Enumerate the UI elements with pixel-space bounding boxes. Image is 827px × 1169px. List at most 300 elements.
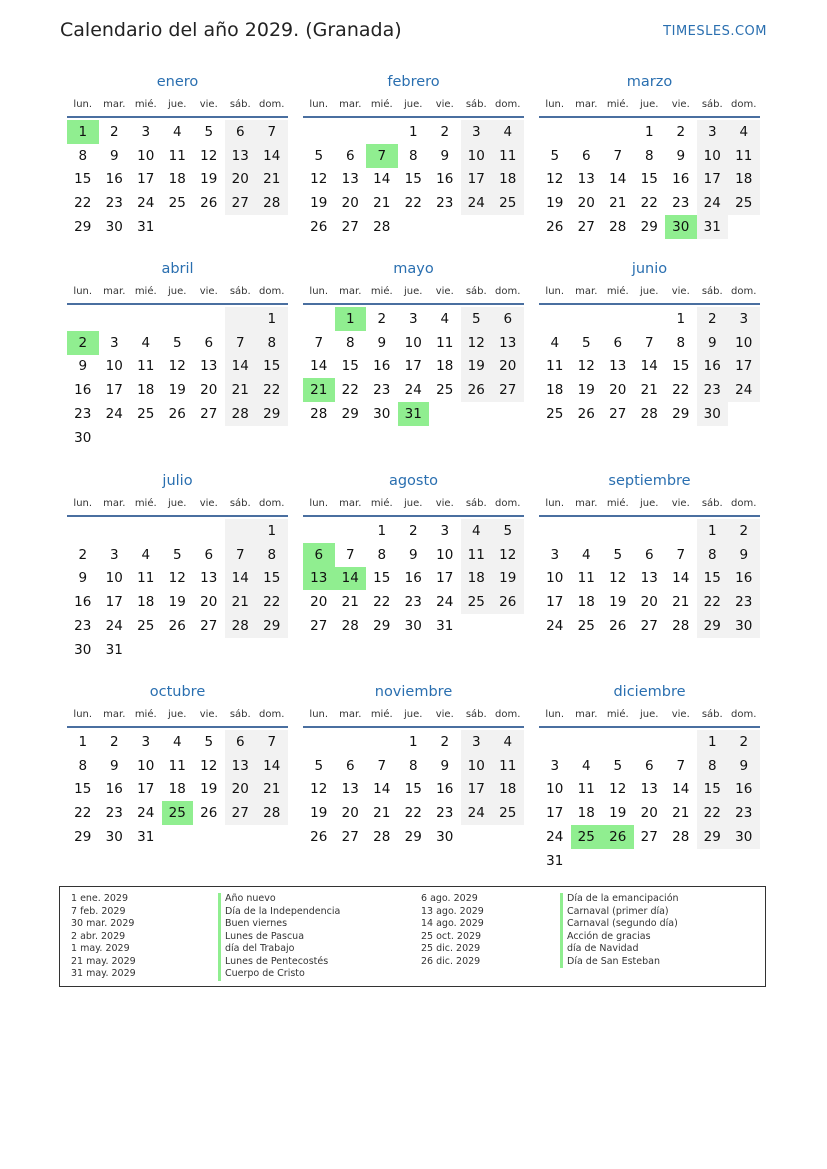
day-cell[interactable]: 21 xyxy=(672,805,690,822)
day-cell[interactable]: 2 xyxy=(728,519,760,543)
day-cell[interactable]: 5 xyxy=(613,546,623,563)
day-cell[interactable]: 10 xyxy=(436,546,454,563)
day-cell[interactable]: 2 xyxy=(408,522,418,539)
day-cell[interactable]: 30 xyxy=(105,829,123,846)
day-cell[interactable]: 11 xyxy=(728,144,760,168)
day-cell[interactable]: 16 xyxy=(728,567,760,591)
day-cell[interactable]: 16 xyxy=(74,594,92,611)
day-cell[interactable]: 8 xyxy=(408,757,418,774)
day-cell[interactable]: 11 xyxy=(577,570,595,587)
day-cell[interactable]: 4 xyxy=(550,334,560,351)
day-cell[interactable]: 27 xyxy=(609,406,627,423)
day-cell[interactable]: 24 xyxy=(546,618,564,635)
day-cell[interactable]: 26 xyxy=(577,406,595,423)
day-cell[interactable]: 9 xyxy=(728,754,760,778)
day-cell[interactable]: 20 xyxy=(200,382,218,399)
day-cell[interactable]: 4 xyxy=(581,546,591,563)
day-cell[interactable]: 25 xyxy=(461,590,493,614)
day-cell[interactable]: 25 xyxy=(492,801,524,825)
day-cell[interactable]: 1 xyxy=(408,733,418,750)
day-cell[interactable]: 12 xyxy=(310,171,328,188)
day-cell[interactable]: 2 xyxy=(728,730,760,754)
day-cell[interactable]: 7 xyxy=(256,120,288,144)
day-cell[interactable]: 21 xyxy=(373,805,391,822)
day-cell[interactable]: 22 xyxy=(404,195,422,212)
day-cell[interactable]: 12 xyxy=(609,570,627,587)
day-cell[interactable]: 8 xyxy=(676,334,686,351)
day-cell[interactable]: 18 xyxy=(436,358,454,375)
day-cell[interactable]: 27 xyxy=(225,801,257,825)
day-cell[interactable]: 24 xyxy=(728,378,760,402)
day-cell[interactable]: 29 xyxy=(672,406,690,423)
day-cell[interactable]: 24 xyxy=(461,191,493,215)
day-cell[interactable]: 29 xyxy=(256,614,288,638)
day-cell[interactable]: 17 xyxy=(546,594,564,611)
day-cell[interactable]: 23 xyxy=(436,805,454,822)
day-cell[interactable]: 10 xyxy=(461,144,493,168)
day-cell[interactable]: 26 xyxy=(546,219,564,236)
day-cell[interactable]: 9 xyxy=(109,757,119,774)
day-cell[interactable]: 12 xyxy=(577,358,595,375)
day-cell[interactable]: 25 xyxy=(492,191,524,215)
day-cell[interactable]: 22 xyxy=(256,378,288,402)
day-cell[interactable]: 26 xyxy=(168,618,186,635)
day-cell[interactable]: 17 xyxy=(137,171,155,188)
day-cell[interactable]: 7 xyxy=(314,334,324,351)
day-cell[interactable]: 3 xyxy=(461,120,493,144)
day-cell[interactable]: 27 xyxy=(577,219,595,236)
day-cell[interactable]: 3 xyxy=(408,310,418,327)
day-cell[interactable]: 9 xyxy=(440,147,450,164)
day-cell[interactable]: 17 xyxy=(461,168,493,192)
day-cell[interactable]: 6 xyxy=(613,334,623,351)
day-cell[interactable]: 25 xyxy=(168,195,186,212)
day-cell[interactable]: 28 xyxy=(640,406,658,423)
day-cell[interactable]: 20 xyxy=(609,382,627,399)
day-cell[interactable]: 4 xyxy=(440,310,450,327)
day-cell[interactable]: 8 xyxy=(377,546,387,563)
day-cell[interactable]: 27 xyxy=(640,618,658,635)
day-cell[interactable]: 19 xyxy=(492,567,524,591)
day-cell[interactable]: 28 xyxy=(225,402,257,426)
day-cell[interactable]: 3 xyxy=(440,522,450,539)
day-cell[interactable]: 4 xyxy=(172,733,182,750)
day-cell[interactable]: 20 xyxy=(640,594,658,611)
day-cell[interactable]: 16 xyxy=(672,171,690,188)
day-cell[interactable]: 6 xyxy=(581,147,591,164)
day-cell[interactable]: 19 xyxy=(200,171,218,188)
day-cell[interactable]: 18 xyxy=(168,781,186,798)
day-cell[interactable]: 15 xyxy=(256,567,288,591)
holiday-day-cell[interactable]: 6 xyxy=(303,543,335,567)
day-cell[interactable]: 13 xyxy=(640,781,658,798)
day-cell[interactable]: 10 xyxy=(697,144,729,168)
day-cell[interactable]: 1 xyxy=(697,519,729,543)
day-cell[interactable]: 23 xyxy=(728,590,760,614)
day-cell[interactable]: 12 xyxy=(609,781,627,798)
day-cell[interactable]: 14 xyxy=(225,567,257,591)
day-cell[interactable]: 25 xyxy=(577,618,595,635)
day-cell[interactable]: 6 xyxy=(644,757,654,774)
day-cell[interactable]: 28 xyxy=(256,801,288,825)
day-cell[interactable]: 2 xyxy=(78,546,88,563)
day-cell[interactable]: 8 xyxy=(697,543,729,567)
day-cell[interactable]: 11 xyxy=(461,543,493,567)
day-cell[interactable]: 3 xyxy=(728,307,760,331)
day-cell[interactable]: 30 xyxy=(728,825,760,849)
day-cell[interactable]: 31 xyxy=(546,852,564,869)
day-cell[interactable]: 12 xyxy=(310,781,328,798)
day-cell[interactable]: 5 xyxy=(550,147,560,164)
day-cell[interactable]: 24 xyxy=(105,618,123,635)
day-cell[interactable]: 18 xyxy=(492,778,524,802)
day-cell[interactable]: 21 xyxy=(640,382,658,399)
day-cell[interactable]: 10 xyxy=(461,754,493,778)
day-cell[interactable]: 27 xyxy=(225,191,257,215)
day-cell[interactable]: 15 xyxy=(404,781,422,798)
day-cell[interactable]: 11 xyxy=(436,334,454,351)
day-cell[interactable]: 31 xyxy=(697,215,729,239)
day-cell[interactable]: 27 xyxy=(310,618,328,635)
day-cell[interactable]: 18 xyxy=(461,567,493,591)
day-cell[interactable]: 26 xyxy=(609,618,627,635)
day-cell[interactable]: 17 xyxy=(137,781,155,798)
day-cell[interactable]: 30 xyxy=(404,618,422,635)
day-cell[interactable]: 30 xyxy=(728,614,760,638)
day-cell[interactable]: 6 xyxy=(492,307,524,331)
day-cell[interactable]: 5 xyxy=(172,546,182,563)
day-cell[interactable]: 2 xyxy=(377,310,387,327)
holiday-day-cell[interactable]: 25 xyxy=(571,825,603,849)
day-cell[interactable]: 28 xyxy=(341,618,359,635)
day-cell[interactable]: 1 xyxy=(644,123,654,140)
day-cell[interactable]: 26 xyxy=(168,406,186,423)
day-cell[interactable]: 15 xyxy=(341,358,359,375)
day-cell[interactable]: 15 xyxy=(74,171,92,188)
day-cell[interactable]: 5 xyxy=(581,334,591,351)
day-cell[interactable]: 29 xyxy=(404,829,422,846)
day-cell[interactable]: 21 xyxy=(225,378,257,402)
day-cell[interactable]: 23 xyxy=(436,195,454,212)
day-cell[interactable]: 9 xyxy=(109,147,119,164)
day-cell[interactable]: 17 xyxy=(728,355,760,379)
day-cell[interactable]: 13 xyxy=(200,358,218,375)
day-cell[interactable]: 9 xyxy=(676,147,686,164)
day-cell[interactable]: 20 xyxy=(341,195,359,212)
day-cell[interactable]: 8 xyxy=(78,147,88,164)
day-cell[interactable]: 31 xyxy=(137,219,155,236)
day-cell[interactable]: 10 xyxy=(105,358,123,375)
day-cell[interactable]: 30 xyxy=(105,219,123,236)
day-cell[interactable]: 22 xyxy=(256,590,288,614)
brand-logo-text[interactable]: TIMESLES.COM xyxy=(663,24,767,39)
day-cell[interactable]: 15 xyxy=(373,570,391,587)
day-cell[interactable]: 29 xyxy=(373,618,391,635)
day-cell[interactable]: 13 xyxy=(640,570,658,587)
day-cell[interactable]: 16 xyxy=(728,778,760,802)
day-cell[interactable]: 15 xyxy=(697,567,729,591)
day-cell[interactable]: 13 xyxy=(200,570,218,587)
day-cell[interactable]: 19 xyxy=(200,781,218,798)
day-cell[interactable]: 5 xyxy=(172,334,182,351)
day-cell[interactable]: 6 xyxy=(225,120,257,144)
day-cell[interactable]: 28 xyxy=(672,829,690,846)
day-cell[interactable]: 30 xyxy=(74,429,92,446)
day-cell[interactable]: 14 xyxy=(609,171,627,188)
day-cell[interactable]: 14 xyxy=(256,144,288,168)
day-cell[interactable]: 7 xyxy=(613,147,623,164)
day-cell[interactable]: 4 xyxy=(492,120,524,144)
day-cell[interactable]: 23 xyxy=(728,801,760,825)
day-cell[interactable]: 2 xyxy=(440,123,450,140)
day-cell[interactable]: 25 xyxy=(546,406,564,423)
day-cell[interactable]: 26 xyxy=(461,378,493,402)
day-cell[interactable]: 3 xyxy=(141,123,151,140)
day-cell[interactable]: 6 xyxy=(345,147,355,164)
day-cell[interactable]: 20 xyxy=(225,778,257,802)
day-cell[interactable]: 26 xyxy=(200,805,218,822)
day-cell[interactable]: 14 xyxy=(373,781,391,798)
day-cell[interactable]: 2 xyxy=(697,307,729,331)
day-cell[interactable]: 20 xyxy=(577,195,595,212)
day-cell[interactable]: 16 xyxy=(404,570,422,587)
day-cell[interactable]: 6 xyxy=(644,546,654,563)
day-cell[interactable]: 27 xyxy=(200,618,218,635)
day-cell[interactable]: 6 xyxy=(204,334,214,351)
day-cell[interactable]: 8 xyxy=(644,147,654,164)
day-cell[interactable]: 3 xyxy=(461,730,493,754)
day-cell[interactable]: 21 xyxy=(373,195,391,212)
day-cell[interactable]: 16 xyxy=(436,171,454,188)
day-cell[interactable]: 20 xyxy=(310,594,328,611)
day-cell[interactable]: 9 xyxy=(728,543,760,567)
day-cell[interactable]: 12 xyxy=(168,358,186,375)
day-cell[interactable]: 5 xyxy=(492,519,524,543)
day-cell[interactable]: 10 xyxy=(728,331,760,355)
day-cell[interactable]: 8 xyxy=(256,331,288,355)
day-cell[interactable]: 16 xyxy=(373,358,391,375)
day-cell[interactable]: 19 xyxy=(310,805,328,822)
day-cell[interactable]: 21 xyxy=(672,594,690,611)
day-cell[interactable]: 24 xyxy=(137,805,155,822)
day-cell[interactable]: 13 xyxy=(341,171,359,188)
day-cell[interactable]: 25 xyxy=(137,618,155,635)
day-cell[interactable]: 11 xyxy=(577,781,595,798)
day-cell[interactable]: 15 xyxy=(404,171,422,188)
day-cell[interactable]: 6 xyxy=(345,757,355,774)
day-cell[interactable]: 24 xyxy=(697,191,729,215)
day-cell[interactable]: 18 xyxy=(577,805,595,822)
day-cell[interactable]: 14 xyxy=(373,171,391,188)
day-cell[interactable]: 29 xyxy=(74,829,92,846)
day-cell[interactable]: 25 xyxy=(728,191,760,215)
day-cell[interactable]: 11 xyxy=(168,147,186,164)
day-cell[interactable]: 27 xyxy=(640,829,658,846)
day-cell[interactable]: 29 xyxy=(341,406,359,423)
day-cell[interactable]: 26 xyxy=(310,829,328,846)
day-cell[interactable]: 17 xyxy=(461,778,493,802)
day-cell[interactable]: 1 xyxy=(256,307,288,331)
day-cell[interactable]: 20 xyxy=(492,355,524,379)
day-cell[interactable]: 22 xyxy=(697,590,729,614)
day-cell[interactable]: 16 xyxy=(74,382,92,399)
day-cell[interactable]: 17 xyxy=(105,594,123,611)
day-cell[interactable]: 17 xyxy=(697,168,729,192)
day-cell[interactable]: 13 xyxy=(577,171,595,188)
day-cell[interactable]: 5 xyxy=(204,733,214,750)
day-cell[interactable]: 4 xyxy=(728,120,760,144)
day-cell[interactable]: 28 xyxy=(373,829,391,846)
day-cell[interactable]: 23 xyxy=(404,594,422,611)
day-cell[interactable]: 28 xyxy=(310,406,328,423)
day-cell[interactable]: 24 xyxy=(461,801,493,825)
day-cell[interactable]: 21 xyxy=(256,168,288,192)
day-cell[interactable]: 14 xyxy=(640,358,658,375)
day-cell[interactable]: 19 xyxy=(546,195,564,212)
day-cell[interactable]: 28 xyxy=(256,191,288,215)
holiday-day-cell[interactable]: 31 xyxy=(398,402,430,426)
day-cell[interactable]: 18 xyxy=(546,382,564,399)
day-cell[interactable]: 28 xyxy=(672,618,690,635)
day-cell[interactable]: 12 xyxy=(546,171,564,188)
day-cell[interactable]: 8 xyxy=(408,147,418,164)
day-cell[interactable]: 10 xyxy=(137,757,155,774)
day-cell[interactable]: 30 xyxy=(373,406,391,423)
day-cell[interactable]: 23 xyxy=(697,378,729,402)
day-cell[interactable]: 16 xyxy=(105,781,123,798)
day-cell[interactable]: 29 xyxy=(697,614,729,638)
holiday-day-cell[interactable]: 30 xyxy=(665,215,697,239)
holiday-day-cell[interactable]: 7 xyxy=(366,144,398,168)
day-cell[interactable]: 14 xyxy=(256,754,288,778)
day-cell[interactable]: 5 xyxy=(204,123,214,140)
day-cell[interactable]: 1 xyxy=(377,522,387,539)
day-cell[interactable]: 6 xyxy=(225,730,257,754)
holiday-day-cell[interactable]: 1 xyxy=(335,307,367,331)
day-cell[interactable]: 29 xyxy=(74,219,92,236)
day-cell[interactable]: 14 xyxy=(225,355,257,379)
day-cell[interactable]: 17 xyxy=(404,358,422,375)
day-cell[interactable]: 13 xyxy=(225,144,257,168)
day-cell[interactable]: 15 xyxy=(640,171,658,188)
day-cell[interactable]: 8 xyxy=(697,754,729,778)
day-cell[interactable]: 23 xyxy=(105,805,123,822)
day-cell[interactable]: 24 xyxy=(436,594,454,611)
day-cell[interactable]: 1 xyxy=(256,519,288,543)
day-cell[interactable]: 22 xyxy=(404,805,422,822)
day-cell[interactable]: 11 xyxy=(492,144,524,168)
day-cell[interactable]: 15 xyxy=(74,781,92,798)
day-cell[interactable]: 31 xyxy=(137,829,155,846)
day-cell[interactable]: 18 xyxy=(168,171,186,188)
day-cell[interactable]: 3 xyxy=(141,733,151,750)
day-cell[interactable]: 17 xyxy=(105,382,123,399)
day-cell[interactable]: 23 xyxy=(105,195,123,212)
day-cell[interactable]: 5 xyxy=(461,307,493,331)
day-cell[interactable]: 24 xyxy=(546,829,564,846)
day-cell[interactable]: 11 xyxy=(137,358,155,375)
day-cell[interactable]: 7 xyxy=(377,757,387,774)
day-cell[interactable]: 21 xyxy=(341,594,359,611)
day-cell[interactable]: 4 xyxy=(141,334,151,351)
day-cell[interactable]: 22 xyxy=(341,382,359,399)
day-cell[interactable]: 19 xyxy=(168,382,186,399)
day-cell[interactable]: 21 xyxy=(609,195,627,212)
day-cell[interactable]: 24 xyxy=(404,382,422,399)
day-cell[interactable]: 23 xyxy=(672,195,690,212)
day-cell[interactable]: 14 xyxy=(310,358,328,375)
day-cell[interactable]: 20 xyxy=(225,168,257,192)
day-cell[interactable]: 12 xyxy=(461,331,493,355)
holiday-day-cell[interactable]: 14 xyxy=(335,567,367,591)
day-cell[interactable]: 17 xyxy=(546,805,564,822)
day-cell[interactable]: 13 xyxy=(225,754,257,778)
day-cell[interactable]: 28 xyxy=(225,614,257,638)
day-cell[interactable]: 13 xyxy=(341,781,359,798)
day-cell[interactable]: 14 xyxy=(672,570,690,587)
holiday-day-cell[interactable]: 13 xyxy=(303,567,335,591)
day-cell[interactable]: 21 xyxy=(225,590,257,614)
day-cell[interactable]: 30 xyxy=(697,402,729,426)
day-cell[interactable]: 27 xyxy=(492,378,524,402)
day-cell[interactable]: 10 xyxy=(546,570,564,587)
day-cell[interactable]: 7 xyxy=(676,757,686,774)
day-cell[interactable]: 15 xyxy=(697,778,729,802)
day-cell[interactable]: 29 xyxy=(256,402,288,426)
day-cell[interactable]: 3 xyxy=(109,334,119,351)
day-cell[interactable]: 22 xyxy=(640,195,658,212)
day-cell[interactable]: 26 xyxy=(310,219,328,236)
day-cell[interactable]: 19 xyxy=(310,195,328,212)
day-cell[interactable]: 9 xyxy=(78,358,88,375)
day-cell[interactable]: 12 xyxy=(200,147,218,164)
day-cell[interactable]: 31 xyxy=(105,641,123,658)
day-cell[interactable]: 12 xyxy=(200,757,218,774)
day-cell[interactable]: 1 xyxy=(78,733,88,750)
day-cell[interactable]: 9 xyxy=(78,570,88,587)
day-cell[interactable]: 20 xyxy=(640,805,658,822)
day-cell[interactable]: 18 xyxy=(728,168,760,192)
day-cell[interactable]: 12 xyxy=(492,543,524,567)
day-cell[interactable]: 10 xyxy=(137,147,155,164)
day-cell[interactable]: 19 xyxy=(577,382,595,399)
day-cell[interactable]: 7 xyxy=(676,546,686,563)
holiday-day-cell[interactable]: 21 xyxy=(303,378,335,402)
day-cell[interactable]: 1 xyxy=(697,730,729,754)
day-cell[interactable]: 7 xyxy=(225,543,257,567)
day-cell[interactable]: 30 xyxy=(436,829,454,846)
day-cell[interactable]: 9 xyxy=(697,331,729,355)
day-cell[interactable]: 9 xyxy=(440,757,450,774)
day-cell[interactable]: 16 xyxy=(697,355,729,379)
day-cell[interactable]: 19 xyxy=(168,594,186,611)
day-cell[interactable]: 23 xyxy=(74,618,92,635)
day-cell[interactable]: 22 xyxy=(697,801,729,825)
day-cell[interactable]: 5 xyxy=(613,757,623,774)
day-cell[interactable]: 16 xyxy=(436,781,454,798)
day-cell[interactable]: 27 xyxy=(200,406,218,423)
day-cell[interactable]: 29 xyxy=(640,219,658,236)
day-cell[interactable]: 8 xyxy=(78,757,88,774)
day-cell[interactable]: 2 xyxy=(676,123,686,140)
day-cell[interactable]: 25 xyxy=(137,406,155,423)
day-cell[interactable]: 24 xyxy=(137,195,155,212)
day-cell[interactable]: 3 xyxy=(697,120,729,144)
day-cell[interactable]: 4 xyxy=(492,730,524,754)
day-cell[interactable]: 13 xyxy=(609,358,627,375)
day-cell[interactable]: 12 xyxy=(168,570,186,587)
day-cell[interactable]: 4 xyxy=(172,123,182,140)
